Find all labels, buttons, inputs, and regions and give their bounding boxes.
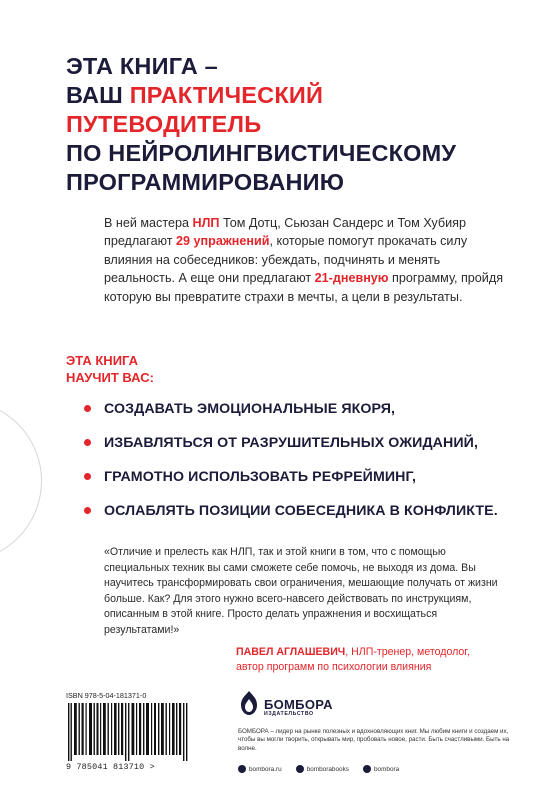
testimonial-author bbox=[236, 645, 516, 675]
headline-line-5: ПРОГРАММИРОВАНИЮ bbox=[66, 169, 345, 195]
intro-program: 21-дневную bbox=[314, 271, 389, 286]
telegram-icon bbox=[363, 765, 371, 773]
bullet-dot-icon bbox=[84, 405, 91, 412]
skills-list-item-text: ГРАМОТНО ИСПОЛЬЗОВАТЬ РЕФРЕЙМИНГ, bbox=[104, 469, 417, 485]
social-link-bombora[interactable] bbox=[363, 765, 399, 773]
intro-text-3: , которые помогут прокачать силу влияния на собеседников: убеждать, подчинять и менять реальность. А еще они предлагают bbox=[104, 234, 468, 286]
skills-list-item bbox=[84, 500, 524, 534]
author-line-1 bbox=[236, 645, 516, 660]
skills-list-item-text: СОЗДАВАТЬ ЭМОЦИОНАЛЬНЫЕ ЯКОРЯ, bbox=[104, 401, 396, 417]
social-link-bombora-text: bombora bbox=[373, 765, 400, 773]
intro-text-2: Том Дотц, Сьюзан Сандерс и Том Хубияр предлагают bbox=[104, 216, 466, 249]
teaches-line-2: НАУЧИТ ВАС: bbox=[66, 370, 154, 385]
intro-nlp: НЛП bbox=[192, 216, 220, 230]
publisher-description: БОМБОРА – лидер на рынке полезных и вдохновляющих книг. Мы любим книги и создаем их, чтобы вы могли творить, открывать мир, пробовать новое, расти. Быть счастливыми. Быть на волне. bbox=[238, 728, 510, 752]
skills-list bbox=[84, 398, 524, 534]
headline bbox=[66, 52, 536, 197]
teaches-heading bbox=[66, 352, 266, 386]
teaches-line-1: ЭТА КНИГА bbox=[66, 353, 138, 368]
bullet-dot-icon bbox=[84, 507, 91, 514]
headline-line-2-plain: ВАШ bbox=[66, 82, 130, 108]
social-icon bbox=[296, 765, 304, 773]
publisher-sub: ИЗДАТЕЛЬСТВО bbox=[264, 711, 314, 717]
headline-line-1: ЭТА КНИГА – bbox=[66, 53, 218, 79]
bullet-dot-icon bbox=[84, 439, 91, 446]
headline-line-2-red: ПРАКТИЧЕСКИЙ bbox=[129, 82, 324, 108]
barcode-digits: 9 785041 813710 > bbox=[66, 762, 155, 772]
decorative-curve bbox=[0, 400, 42, 562]
social-link-books[interactable] bbox=[296, 765, 349, 773]
intro-paragraph bbox=[104, 214, 508, 306]
bombora-logo-icon bbox=[238, 690, 260, 716]
intro-text-4: программу, пройдя которую вы превратите страхи в мечты, а цели в результаты. bbox=[104, 271, 504, 304]
author-role-2: автор программ по психологии влияния bbox=[236, 661, 432, 673]
social-link-books-text: bomborabooks bbox=[306, 765, 349, 773]
skills-list-item bbox=[84, 398, 524, 432]
publisher-links bbox=[238, 765, 528, 773]
bullet-dot-icon bbox=[84, 473, 91, 480]
skills-list-item-text: ИЗБАВЛЯТЬСЯ ОТ РАЗРУШИТЕЛЬНЫХ ОЖИДАНИЙ, bbox=[104, 435, 478, 451]
website-link-text: bombora.ru bbox=[249, 765, 282, 773]
isbn-text: ISBN 978-5-04-181371-0 bbox=[66, 691, 147, 700]
barcode-icon bbox=[66, 703, 204, 761]
author-name: ПАВЕЛ АГЛАШЕВИЧ bbox=[236, 646, 346, 658]
skills-list-item bbox=[84, 466, 524, 500]
intro-exercises: 29 упражнений bbox=[176, 234, 270, 249]
testimonial-quote: «Отличие и прелесть как НЛП, так и этой книги в том, что с помощью специальных техник вы сами сможете себе помочь, не выходя из дома. Вы научитесь трансформировать свои ограничения, мешающие получать от жизни больше. Как? Для этого нужно всего-навсего действовать по инструкциям, описанным в этой книге. Просто делать упражнения и восхищаться результатами!» bbox=[104, 546, 498, 636]
intro-text-1: В ней мастера bbox=[104, 216, 193, 230]
headline-line-4: ПО НЕЙРОЛИНГВИСТИЧЕСКОМУ bbox=[66, 140, 457, 166]
website-link[interactable] bbox=[238, 765, 282, 773]
author-role-1: , НЛП-тренер, методолог, bbox=[345, 646, 470, 658]
skills-list-item bbox=[84, 432, 524, 466]
headline-line-2 bbox=[66, 81, 536, 110]
publisher-name: БОМБОРА bbox=[264, 697, 333, 712]
skills-list-item-text: ОСЛАБЛЯТЬ ПОЗИЦИИ СОБЕСЕДНИКА В КОНФЛИКТЕ. bbox=[104, 503, 498, 519]
globe-icon bbox=[238, 765, 246, 773]
headline-line-3: ПУТЕВОДИТЕЛЬ bbox=[66, 111, 262, 137]
